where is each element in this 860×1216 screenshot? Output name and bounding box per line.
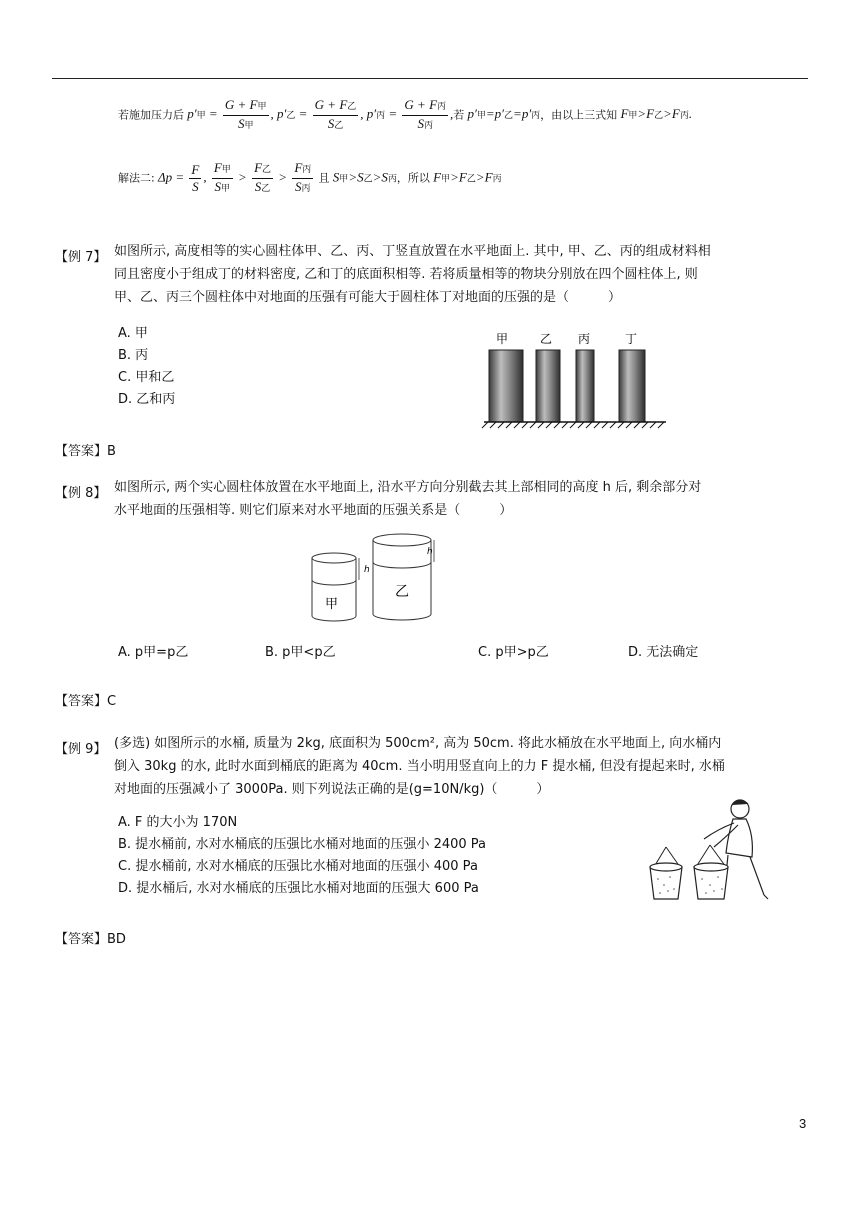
ex8-cylinders-figure <box>305 528 450 622</box>
ex9-option-b: B. 提水桶前, 水对水桶底的压强比水桶对地面的压强小 2400 Pa <box>118 837 487 852</box>
bucket-right <box>694 867 728 899</box>
jia-cut-line <box>312 580 356 585</box>
solution-line-1: 若施加压力后 p′甲 = $\frac{\text{G + F甲}}{\text{S甲}}$ , p′乙 = $\frac{\text{G + F乙}}{\text{S乙}}$ , p′丙 = $\frac{\text{G + F丙}}{\text{S丙}}$ ,若 p′甲=p′乙=p′丙，由以上三式知 F甲>F乙>F丙. <box>118 97 693 131</box>
ex8-text-2: 水平地面的压强相等. 则它们原来对水平地面的压强关系是（ ） <box>114 503 513 518</box>
label-bing: 丙 <box>577 332 591 346</box>
ex8-option-d: D. 无法确定 <box>628 645 699 660</box>
ex8-option-a: A. p甲=p乙 <box>118 645 189 660</box>
ex9-label: 【例 9】 <box>55 742 107 757</box>
ex8-question <box>114 476 814 522</box>
ex8-text-1: 如图所示, 两个实心圆柱体放置在水平地面上, 沿水平方向分别截去其上部相同的高度 h 后, 剩余部分对 <box>114 480 702 495</box>
ex8-option-c: C. p甲>p乙 <box>478 645 549 660</box>
ex8-answer: 【答案】C <box>55 694 117 709</box>
ex9-question <box>114 732 814 801</box>
header-rule <box>52 78 808 79</box>
label-ding: 丁 <box>624 332 638 346</box>
ex9-text-1: (多选) 如图所示的水桶, 质量为 2kg, 底面积为 500cm², 高为 50cm. 将此水桶放在水平地面上, 向水桶内 <box>114 736 722 751</box>
label-yi: 乙 <box>539 332 553 346</box>
ex9-text-3: 对地面的压强减小了 3000Pa. 则下列说法正确的是(g=10N/kg)（ ） <box>114 782 550 797</box>
jia-top <box>312 553 356 563</box>
person-legs <box>724 855 764 895</box>
ex8-option-b: B. p甲<p乙 <box>265 645 336 660</box>
cylinder-jia <box>489 350 523 422</box>
ex7-text-3: 甲、乙、丙三个圆柱体中对地面的压强有可能大于圆柱体丁对地面的压强的是（ ） <box>114 290 622 305</box>
ex9-options <box>118 812 486 900</box>
solution-line-2: 解法二: Δp = $\frac{F}{S}$ , $\frac{\text{F甲}}{\text{S甲}}$ > $\frac{\text{F乙}}{\text{S乙}}$ > $\frac{\text{F丙}}{\text{S丙}}$ 且 S甲>S乙>S丙，所以 F甲>F乙>F丙 <box>118 160 502 194</box>
cylinder-yi <box>536 350 560 422</box>
ex7-option-d: D. 乙和丙 <box>118 392 176 407</box>
ex9-option-a: A. F 的大小为 170N <box>118 815 238 830</box>
ex9-option-d: D. 提水桶后, 水对水桶底的压强比水桶对地面的压强大 600 Pa <box>118 881 479 896</box>
ex7-option-b: B. 丙 <box>118 348 149 363</box>
bucket-left <box>650 867 682 899</box>
yi-cut-line <box>373 562 431 568</box>
cylinder-bing <box>576 350 594 422</box>
ex7-question <box>114 240 814 309</box>
ex9-text-2: 倒入 30kg 的水, 此时水面到桶底的距离为 40cm. 当小明用竖直向上的力 F 提水桶, 但没有提起来时, 水桶 <box>114 759 725 774</box>
ex7-text-1: 如图所示, 高度相等的实心圆柱体甲、乙、丙、丁竖直放置在水平地面上. 其中, 甲、乙、丙的组成材料相 <box>114 244 711 259</box>
jia-h-label: h <box>364 565 370 575</box>
ex9-answer: 【答案】BD <box>55 932 126 947</box>
yi-h-label: h <box>427 547 433 557</box>
ex8-label: 【例 8】 <box>55 486 107 501</box>
ex7-option-a: A. 甲 <box>118 326 148 341</box>
yi-top <box>373 534 431 546</box>
solution-prefix: 若施加压力后 <box>118 108 184 122</box>
ex7-label: 【例 7】 <box>55 250 107 265</box>
ex8-label-jia: 甲 <box>325 597 339 612</box>
ex8-label-yi: 乙 <box>395 584 409 600</box>
ex7-option-c: C. 甲和乙 <box>118 370 175 385</box>
ex7-answer: 【答案】B <box>55 444 116 459</box>
ex7-options <box>118 323 175 411</box>
page-number: 3 <box>799 1116 807 1131</box>
ex9-option-c: C. 提水桶前, 水对水桶底的压强比水桶对地面的压强小 400 Pa <box>118 859 478 874</box>
ex7-text-2: 同且密度小于组成丁的材料密度, 乙和丁的底面积相等. 若将质量相等的物块分别放在四个圆柱体上, 则 <box>114 267 698 282</box>
solution2-prefix: 解法二: <box>118 171 155 185</box>
cylinder-ding <box>619 350 645 422</box>
label-jia: 甲 <box>495 332 509 346</box>
ex7-cylinders-figure <box>480 325 670 431</box>
ground-hatch <box>482 422 664 428</box>
ex9-bucket-figure <box>640 795 780 913</box>
